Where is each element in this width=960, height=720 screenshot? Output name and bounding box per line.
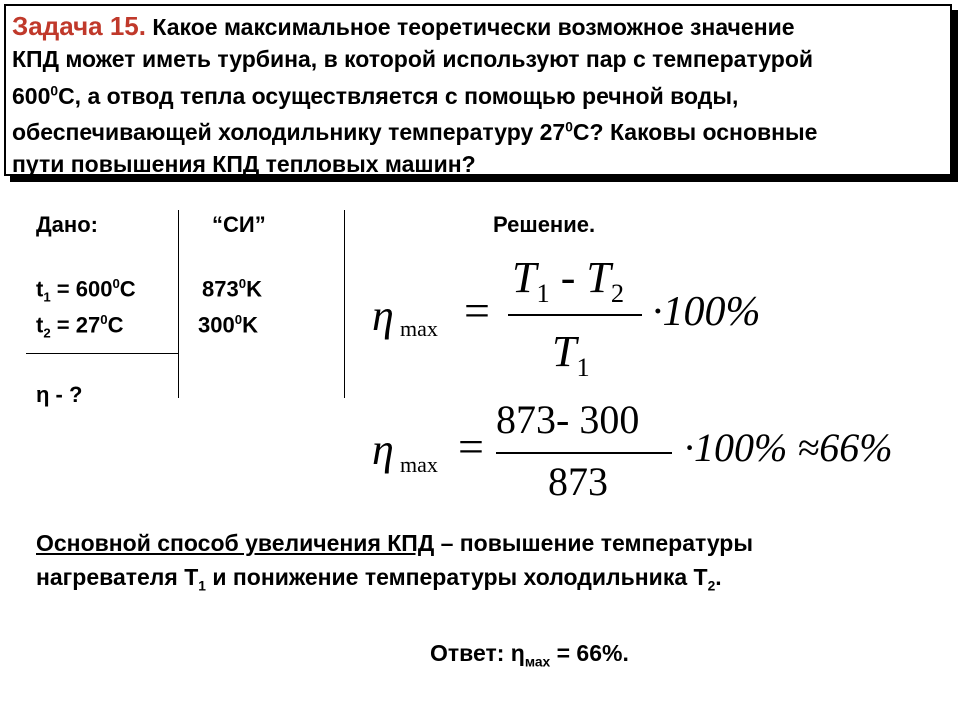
answer: Ответ: $\eta_{мах} = 66\%$. (430, 640, 629, 670)
solution-divider-vertical (344, 210, 345, 398)
task-line-3: $600^0С$, а отвод тепла осуществляется с помощью речной воды, (12, 82, 739, 109)
formula1-eta: η (372, 291, 394, 340)
given-divider-vertical (178, 210, 179, 398)
formula2-eta-sub: max (400, 452, 438, 477)
given-find: η - ? (36, 382, 83, 407)
formula1-equals: = (464, 285, 490, 336)
task-line-1: Какое максимальное теоретически возможное значение (152, 14, 795, 40)
si-t1: $873^0K$ (202, 276, 262, 302)
given-t2: $t_2 = 27^0С$ (36, 312, 124, 341)
task-label: Задача 15. (12, 11, 146, 41)
formula1-multiplier: ·100% (652, 289, 761, 335)
task-line-2: КПД может иметь турбина, в которой используют пар с температурой (12, 46, 814, 72)
si-t2: $300^0K$ (198, 312, 258, 338)
given-header: Дано: (36, 212, 98, 237)
formula2-eta: η (372, 425, 394, 474)
task-box (4, 4, 952, 176)
formula1-denominator: $T_1$ (552, 327, 590, 382)
given-divider-horizontal (26, 353, 178, 354)
formula1-fraction-bar (508, 314, 642, 316)
formula2-fraction-bar (496, 452, 672, 454)
formula2-denominator: 873 (548, 459, 608, 504)
task-line-4: обеспечивающей холодильнику температуру $27^0С$? Каковы основные (12, 119, 818, 146)
formula1-numerator: $T_1 - T_2$ (512, 253, 625, 308)
formula2-multiplier: ·100% ≈66% (684, 425, 893, 470)
formula2-equals: = (458, 421, 484, 472)
formula1-eta-sub: max (400, 316, 438, 341)
given-t1: $t_1 = 600^0С$ (36, 276, 136, 305)
task-statement (12, 10, 948, 180)
formula2-numerator: 873- 300 (496, 397, 640, 442)
solution-header: Решение. (493, 212, 596, 237)
conclusion: Основной способ увеличения КПД – повышение температуры нагревателя $Т_1$ и понижение температуры холодильника $Т_2$. (36, 530, 753, 594)
conclusion-underlined: Основной способ увеличения КПД (36, 530, 435, 556)
si-header: “СИ” (212, 212, 266, 237)
task-line-5: пути повышения КПД тепловых машин? (12, 151, 476, 178)
